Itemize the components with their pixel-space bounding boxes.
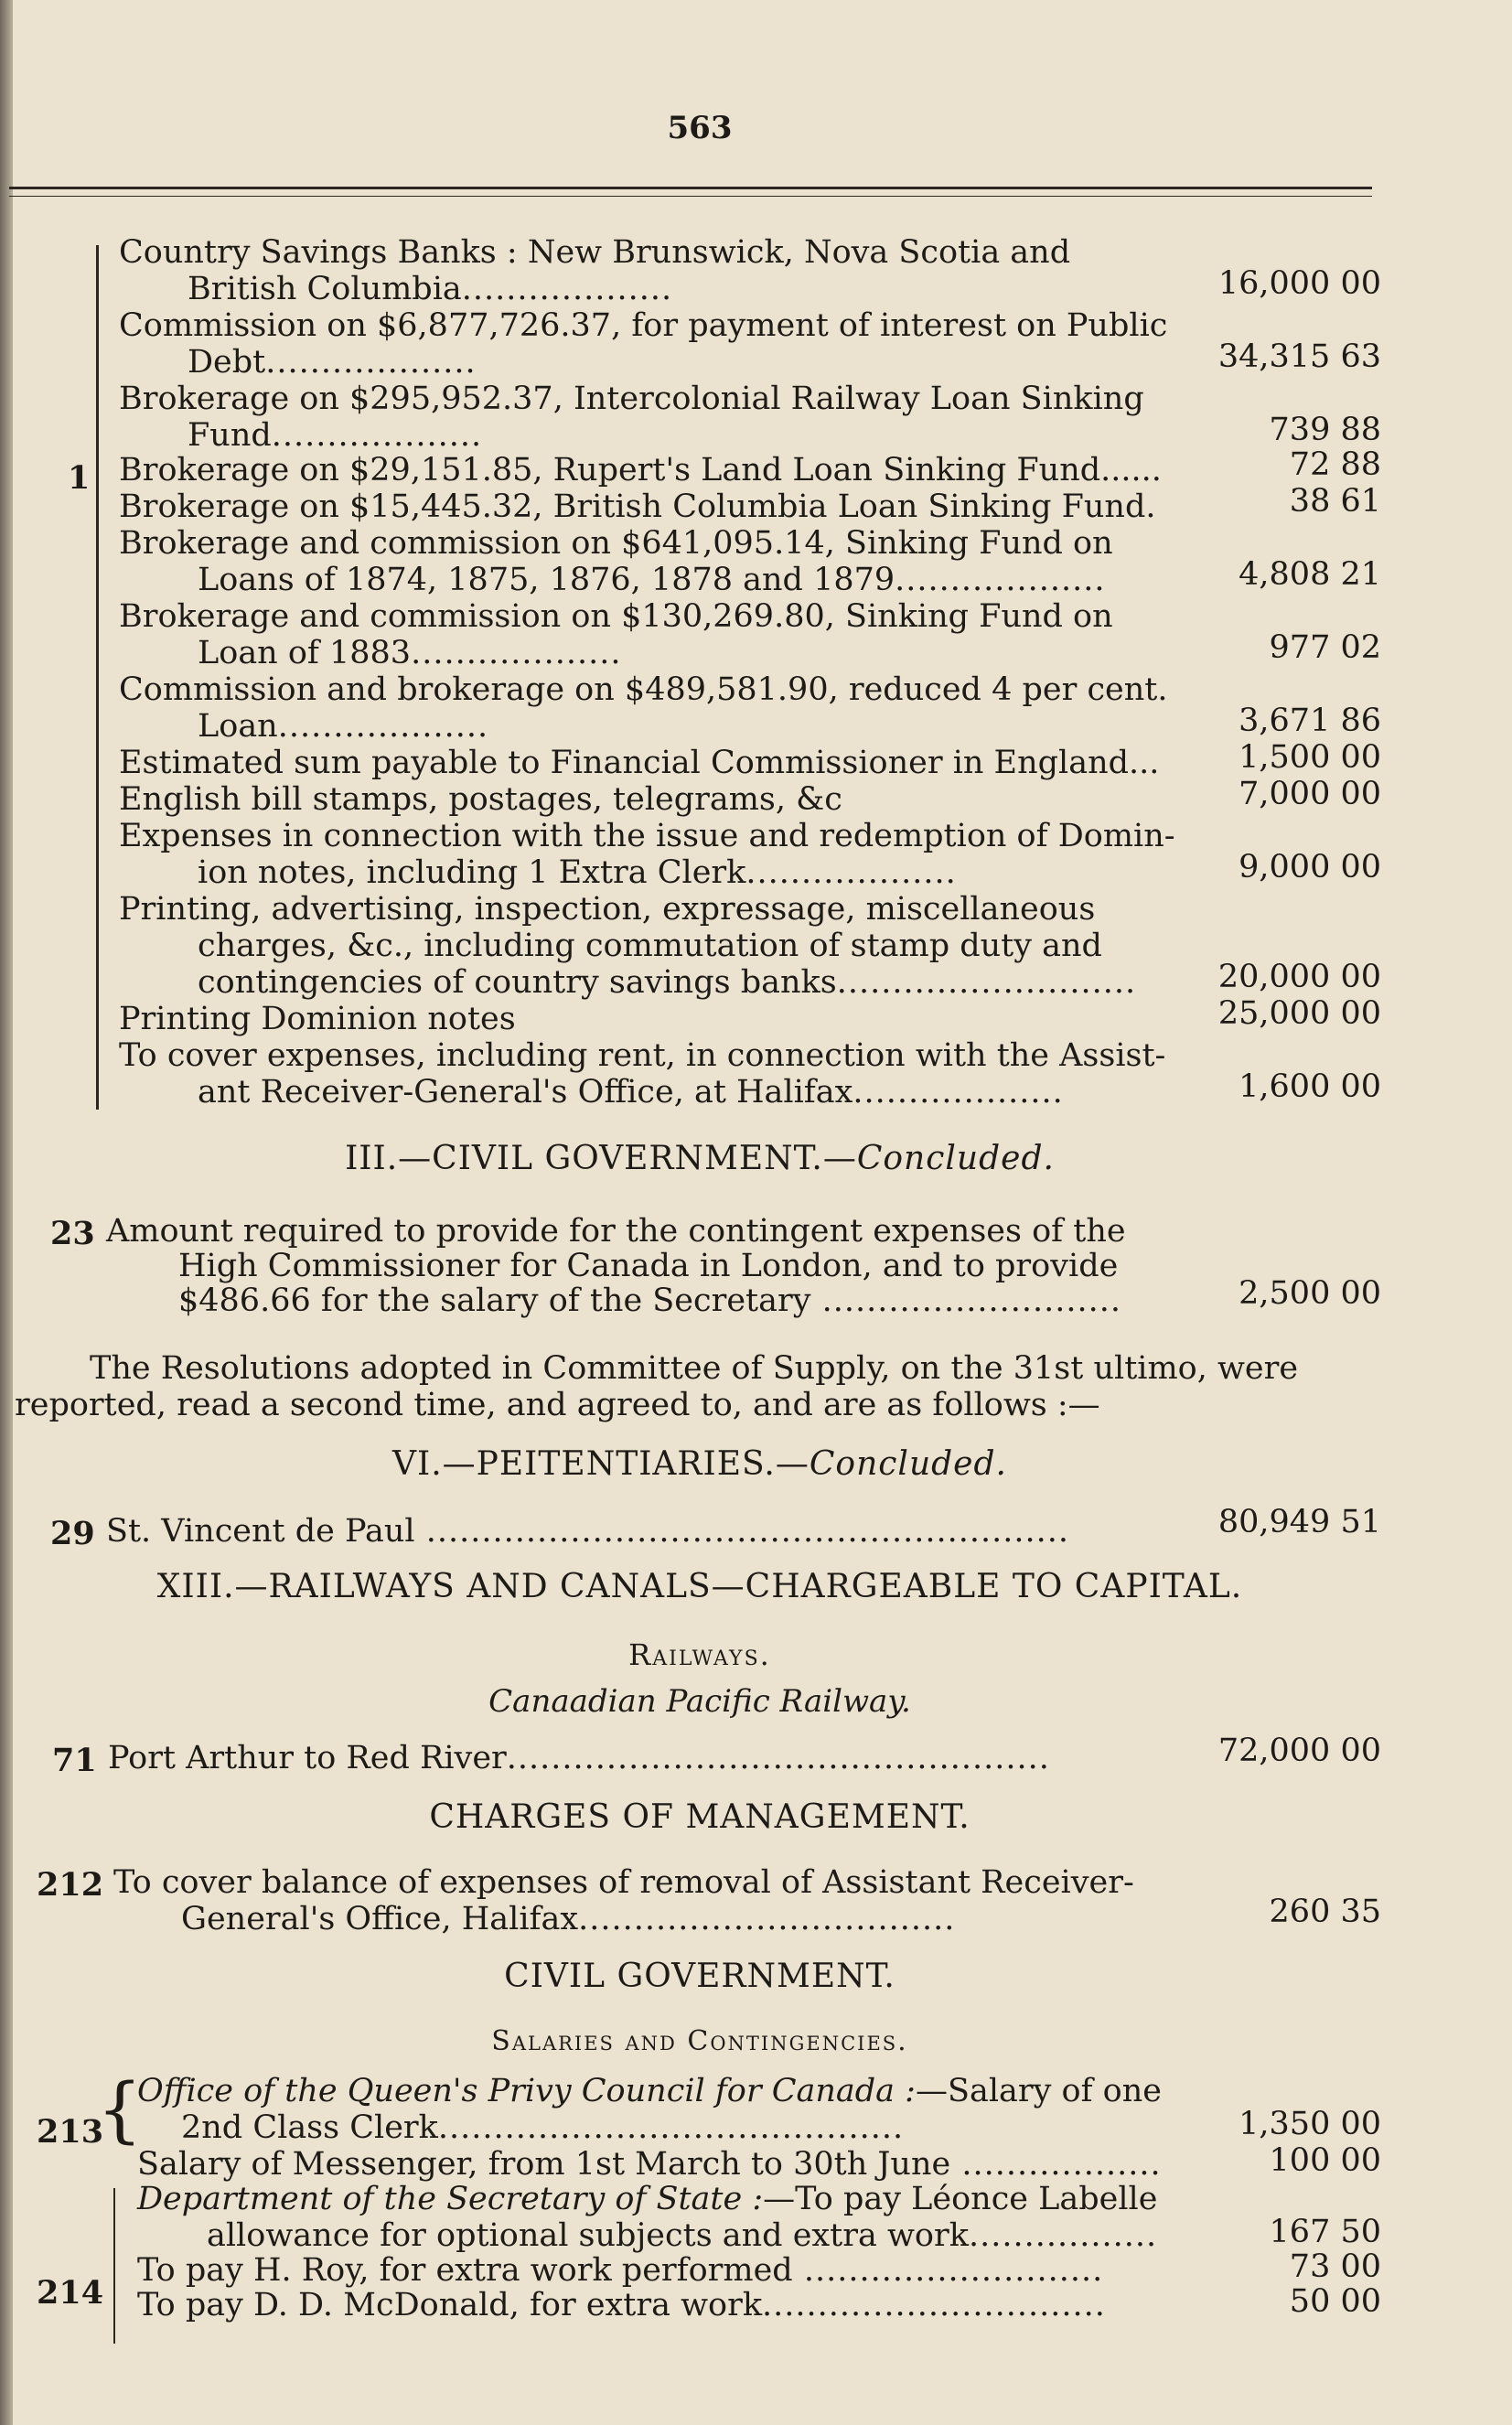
section1-item-amount: 739 88 xyxy=(1269,412,1381,448)
section1-item-line: Commission on $6,877,726.37, for payment of interest on Public xyxy=(119,307,1168,344)
section1-item-amount: 4,808 21 xyxy=(1239,556,1381,593)
item-number-23: 23 xyxy=(50,1215,95,1252)
item-number-29: 29 xyxy=(50,1515,95,1552)
section1-item-continuation: British Columbia................... xyxy=(188,271,673,307)
section1-item-line: To cover expenses, including rent, in connection with the Assist- xyxy=(119,1037,1166,1074)
section1-item-line: Country Savings Banks : New Brunswick, Nova Scotia and xyxy=(119,234,1071,271)
section-heading-civil-government: CIVIL GOVERNMENT. xyxy=(504,1958,895,1995)
header-rule-thin xyxy=(9,196,1372,197)
section1-item-continuation: Debt................... xyxy=(188,344,477,381)
brace-213: { xyxy=(97,2069,143,2151)
section-heading-penitentiaries: VI.—PEITENTIARIES.—Concluded. xyxy=(392,1445,1007,1483)
item-212-amount: 260 35 xyxy=(1269,1894,1381,1930)
section1-item-continuation: Loans of 1874, 1875, 1876, 1878 and 1879................... xyxy=(198,562,1106,598)
item-212-line2: General's Office, Halifax.................................. xyxy=(181,1901,956,1937)
item-212-line1: To cover balance of expenses of removal of Assistant Receiver- xyxy=(113,1864,1134,1901)
item-213-amount2: 100 00 xyxy=(1269,2142,1381,2179)
item-71-text: Port Arthur to Red River................................................. xyxy=(108,1740,1050,1776)
item-29-amount: 80,949 51 xyxy=(1217,1504,1381,1540)
section1-item-line: Brokerage on $15,445.32, British Columbia Loan Sinking Fund. xyxy=(119,488,1156,525)
item-number-213: 213 xyxy=(37,2113,104,2151)
section1-item-continuation: Fund................... xyxy=(188,417,483,454)
section1-item-line: Expenses in connection with the issue and redemption of Domin- xyxy=(119,818,1175,854)
subheading-railways: Railways. xyxy=(628,1637,771,1672)
section1-item-amount: 7,000 00 xyxy=(1239,776,1381,812)
section1-item-continuation: ion notes, including 1 Extra Clerk................... xyxy=(198,854,957,891)
resolutions-line2: reported, read a second time, and agreed to, and are as follows :— xyxy=(15,1387,1100,1423)
subheading-salaries: Salaries and Contingencies. xyxy=(491,2025,908,2057)
section1-item-amount: 72 88 xyxy=(1289,446,1381,483)
item-23-line3: $486.66 for the salary of the Secretary ........................... xyxy=(178,1282,1121,1319)
section1-item-line: Brokerage and commission on $641,095.14, Sinking Fund on xyxy=(119,525,1113,562)
book-spine-shadow xyxy=(0,0,13,2425)
section-heading-railways: XIII.—RAILWAYS AND CANALS—CHARGEABLE TO CAPITAL. xyxy=(156,1568,1243,1605)
section1-item-continuation: Loan................... xyxy=(198,708,489,745)
section-heading-civil-concluded: III.—CIVIL GOVERNMENT.—Concluded. xyxy=(345,1140,1055,1177)
item-213-line2: 2nd Class Clerk.......................................... xyxy=(181,2109,905,2146)
header-rule xyxy=(9,187,1372,189)
section1-item-amount: 38 61 xyxy=(1289,483,1381,520)
section1-item-amount: 3,671 86 xyxy=(1239,703,1381,739)
item-213-amount1: 1,350 00 xyxy=(1239,2106,1381,2142)
item-213-line3: Salary of Messenger, from 1st March to 30th June .................. xyxy=(137,2146,1162,2183)
section1-item-amount: 34,315 63 xyxy=(1217,338,1381,375)
section1-item-line: Brokerage and commission on $130,269.80, Sinking Fund on xyxy=(119,598,1113,635)
section1-item-amount: 977 02 xyxy=(1269,629,1381,666)
item-71-amount: 72,000 00 xyxy=(1217,1733,1381,1769)
item-23-line2: High Commissioner for Canada in London, and to provide xyxy=(178,1248,1119,1284)
section1-item-line: Estimated sum payable to Financial Commissioner in England... xyxy=(119,745,1160,781)
section1-item-amount: 9,000 00 xyxy=(1239,849,1381,885)
resolutions-line1: The Resolutions adopted in Committee of Supply, on the 31st ultimo, were xyxy=(90,1350,1299,1387)
item-29-text: St. Vincent de Paul .......................................................... xyxy=(106,1513,1069,1550)
item-23-amount: 2,500 00 xyxy=(1239,1275,1381,1312)
section1-item-amount: 20,000 00 xyxy=(1217,959,1381,995)
section1-item-line: Brokerage on $29,151.85, Rupert's Land Loan Sinking Fund...... xyxy=(119,452,1162,488)
item-214-line3: To pay H. Roy, for extra work performed ........................... xyxy=(137,2252,1104,2289)
section1-item-amount: 25,000 00 xyxy=(1217,995,1381,1032)
section1-item-continuation: Loan of 1883................... xyxy=(198,635,622,671)
item-213-line1: Office of the Queen's Privy Council for Canada :—Salary of one xyxy=(137,2073,1162,2109)
section1-item-line: Printing Dominion notes xyxy=(119,1001,516,1037)
item-214-amount2: 73 00 xyxy=(1289,2248,1381,2285)
group-brace xyxy=(96,245,99,1110)
subheading-cpr: Canaadian Pacific Railway. xyxy=(488,1683,911,1720)
item-214-line4: To pay D. D. McDonald, for extra work............................... xyxy=(137,2287,1106,2323)
item-number-212: 212 xyxy=(37,1866,104,1904)
item-214-line2: allowance for optional subjects and extra work................. xyxy=(207,2217,1158,2254)
section1-item-line: Printing, advertising, inspection, expressage, miscellaneous xyxy=(119,891,1096,928)
section1-item-line: English bill stamps, postages, telegrams, &c xyxy=(119,781,842,818)
item-number-214: 214 xyxy=(37,2274,104,2312)
section-heading-management: CHARGES OF MANAGEMENT. xyxy=(429,1798,970,1836)
section1-item-continuation: ant Receiver-General's Office, at Halifax................... xyxy=(198,1074,1064,1111)
item-214-line1: Department of the Secretary of State :—To pay Léonce Labelle xyxy=(137,2181,1158,2217)
item-214-amount3: 50 00 xyxy=(1289,2283,1381,2320)
section1-item-continuation: contingencies of country savings banks........................... xyxy=(198,964,1137,1001)
section1-item-amount: 16,000 00 xyxy=(1217,265,1381,302)
section1-item-amount: 1,500 00 xyxy=(1239,739,1381,776)
section1-item-amount: 1,600 00 xyxy=(1239,1068,1381,1105)
section1-item-line: Brokerage on $295,952.37, Intercolonial Railway Loan Sinking xyxy=(119,381,1144,417)
item-214-amount1: 167 50 xyxy=(1269,2214,1381,2250)
item-number-71: 71 xyxy=(52,1742,97,1779)
item-23-line1: Amount required to provide for the contingent expenses of the xyxy=(106,1213,1126,1250)
group-number: 1 xyxy=(68,459,91,497)
page-number: 563 xyxy=(667,110,733,146)
section1-item-line: Commission and brokerage on $489,581.90, reduced 4 per cent. xyxy=(119,671,1168,708)
brace-214 xyxy=(113,2188,115,2344)
section1-item-continuation: charges, &c., including commutation of stamp duty and xyxy=(198,928,1102,964)
